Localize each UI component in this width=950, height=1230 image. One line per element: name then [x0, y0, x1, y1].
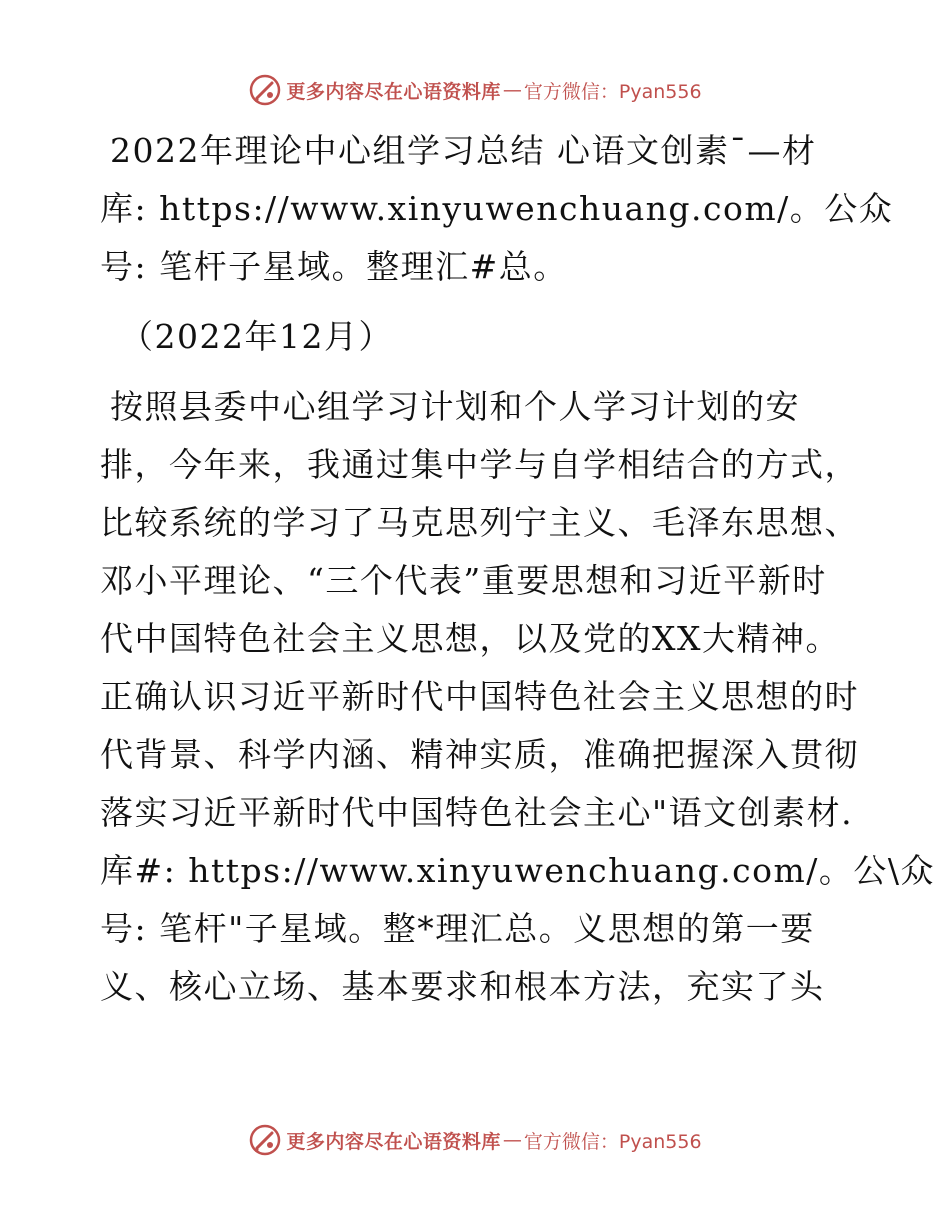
body-line-5: 代中国特色社会主义思想，以及党的XX大精神。 — [100, 619, 840, 658]
body-line-2: 排，今年来，我通过集中学与自学相结合的方式， — [100, 445, 859, 484]
title-line-2: 库: https://www.xinyuwenchuang.com/。公众 — [100, 189, 894, 228]
body-line-1: 按照县委中心组学习计划和个人学习计划的安 — [110, 387, 800, 426]
banner-dash: — — [502, 79, 522, 101]
document-body — [100, 122, 936, 1016]
banner-slogan: 更多内容尽在心语资料库 — [286, 80, 501, 103]
body-line-11: 义、核心立场、基本要求和根本方法，充实了头 — [100, 967, 825, 1006]
banner-wechat: 官方微信：Pyan556 — [523, 1130, 702, 1153]
date-line: （2022年12月） — [120, 317, 393, 356]
pen-logo-icon — [248, 73, 282, 107]
body-line-3: 比较系统的学习了马克思列宁主义、毛泽东思想、 — [100, 503, 859, 542]
body-line-8: 落实习近平新时代中国特色社会主心"语文创素材. — [100, 793, 854, 832]
banner-slogan: 更多内容尽在心语资料库 — [286, 1130, 501, 1153]
banner-wechat: 官方微信：Pyan556 — [523, 80, 702, 103]
body-line-7: 代背景、科学内涵、精神实质，准确把握深入贯彻 — [100, 735, 859, 774]
body-line-4: 邓小平理论、“三个代表”重要思想和习近平新时 — [100, 561, 827, 600]
title-line-1: 2022年理论中心组学习总结 心语文创素¯—材 — [110, 131, 817, 170]
title-line-3: 号: 笔杆子星域。整理汇#总。 — [100, 247, 568, 286]
body-line-9: 库#: https://www.xinyuwenchuang.com/。公\众 — [100, 851, 936, 890]
header-banner — [0, 70, 950, 110]
body-line-6: 正确认识习近平新时代中国特色社会主义思想的时 — [100, 677, 859, 716]
body-line-10: 号: 笔杆"子星域。整*理汇总。义思想的第一要 — [100, 909, 815, 948]
banner-dash: — — [502, 1129, 522, 1151]
pen-logo-icon — [248, 1123, 282, 1157]
footer-banner — [0, 1120, 950, 1160]
